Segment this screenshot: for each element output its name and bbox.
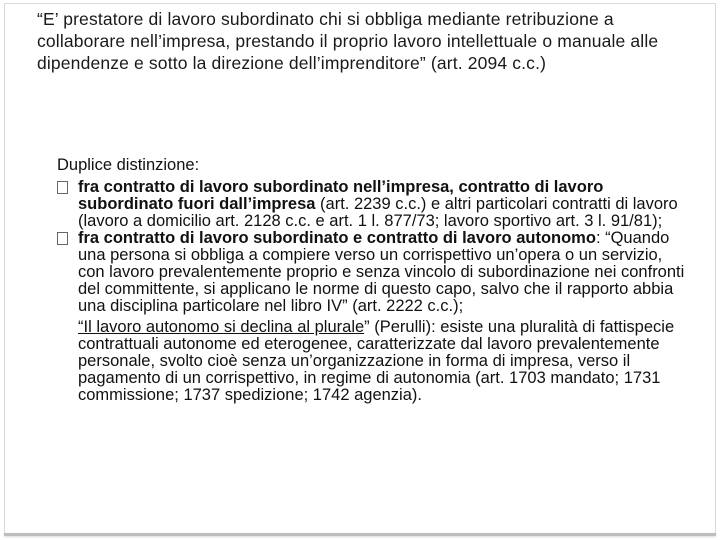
bullet-item-1: [57, 179, 692, 230]
continuation-paragraph: [57, 319, 692, 404]
bullet-1-bold: fra contratto di lavoro subordinato nell’impresa, contratto di lavoro subordinato fuori dall’impresa: [78, 178, 604, 213]
checkbox-bullet-icon: [57, 232, 68, 245]
intro-quote: “E’ prestatore di lavoro subordinato chi si obbliga mediante retribuzione a collaborare nell’impresa, prestando il proprio lavoro intellettuale o manuale alle dipendenze e sotto la direzione dell’imprenditore” (art. 2094 c.c.): [37, 9, 659, 73]
continuation-underlined: “Il lavoro autonomo si declina al plurale: [78, 318, 365, 336]
content-block: [57, 154, 692, 404]
section-heading: Duplice distinzione:: [57, 156, 200, 174]
slide-border-left: [4, 3, 5, 534]
bullet-1-text: (art. 2239 c.c.) e altri particolari contratti di lavoro (lavoro a domicilio art. 2128 c.c. e art. 1 l. 877/73; lavoro sportivo art. 3 l. 91/81);: [78, 195, 678, 230]
slide-border-right: [715, 3, 716, 534]
bullet-item-2: [57, 230, 692, 315]
slide-border-bottom: [4, 533, 716, 536]
slide-border-top: [4, 3, 716, 4]
bullet-2-bold: fra contratto di lavoro subordinato e contratto di lavoro autonomo: [78, 229, 596, 247]
continuation-text: ” (Perulli): esiste una pluralità di fattispecie contrattuali autonome ed eterogenee, caratterizzate dal lavoro prevalentemente personale, svolto cioè senza un’organizzazione in forma di impresa, verso il pagamento di un corrispettivo, in regime di autonomia (art. 1703 mandato; 1731 commissione; 1737 spedizione; 1742 agenzia).: [78, 318, 675, 404]
bullet-2-text: : “Quando una persona si obbliga a compiere verso un corrispettivo un’opera o un servizio, con lavoro prevalentemente proprio e senza vincolo di subordinazione nei confronti del committente, si applicano le norme di questo capo, salvo che il rapporto abbia una disciplina particolare nel libro IV” (art. 2222 c.c.);: [78, 229, 685, 315]
checkbox-bullet-icon: [57, 181, 68, 194]
